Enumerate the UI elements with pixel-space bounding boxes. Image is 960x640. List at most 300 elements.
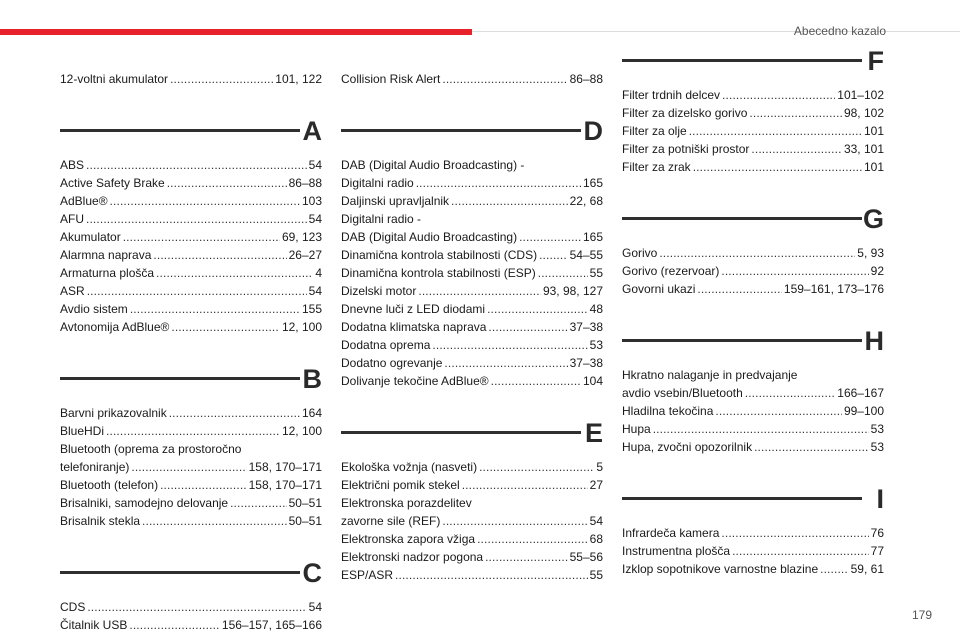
entry-line xyxy=(60,512,322,530)
index-entry xyxy=(622,280,884,298)
entry-label: Brisalniki, samodejno delovanje xyxy=(60,496,229,510)
index-section xyxy=(622,484,884,578)
dot-leader xyxy=(488,318,567,336)
index-column xyxy=(341,70,603,584)
section-letter: D xyxy=(583,116,603,146)
entry-label: BlueHDi xyxy=(60,424,105,438)
entry-page-ref: 26–27 xyxy=(288,248,322,262)
entry-label: ABS xyxy=(60,158,85,172)
entry-page-ref: 50–51 xyxy=(288,514,322,528)
entry-line xyxy=(622,104,884,122)
entry-label: Čitalnik USB xyxy=(60,618,128,632)
section-letter: E xyxy=(584,418,603,448)
entry-line xyxy=(341,282,603,300)
dot-leader xyxy=(153,246,286,264)
index-section xyxy=(341,116,603,390)
index-entry xyxy=(622,158,884,176)
index-column xyxy=(622,46,884,578)
section-header xyxy=(622,484,884,520)
entry-label: Gorivo (rezervoar) xyxy=(622,264,720,278)
dot-leader xyxy=(485,548,568,566)
dot-leader xyxy=(156,264,313,282)
entry-line xyxy=(622,438,884,456)
entry-page-ref: 54 xyxy=(308,158,322,172)
dot-leader xyxy=(418,282,541,300)
entry-label: Active Safety Brake xyxy=(60,176,165,190)
entry-line xyxy=(622,542,884,560)
entry-line xyxy=(341,512,603,530)
index-entry xyxy=(622,524,884,542)
entry-line xyxy=(341,246,603,264)
index-entry xyxy=(60,70,322,88)
entry-label: Filter za dizelsko gorivo xyxy=(622,106,748,120)
entry-label: Hupa xyxy=(622,422,651,436)
dot-leader xyxy=(653,420,869,438)
page-number: 179 xyxy=(911,608,932,622)
entry-page-ref: 5 xyxy=(596,460,603,474)
entry-page-ref: 12, 100 xyxy=(281,424,322,438)
section-letter: F xyxy=(867,46,884,76)
entry-label: Dodatna oprema xyxy=(341,338,431,352)
entry-line xyxy=(622,262,884,280)
entry-page-ref: 104 xyxy=(582,374,603,388)
index-entry xyxy=(622,560,884,578)
entry-label: ESP/ASR xyxy=(341,568,394,582)
index-entry xyxy=(622,122,884,140)
section-header xyxy=(341,116,603,152)
entry-line xyxy=(341,354,603,372)
entry-page-ref: 77 xyxy=(870,544,884,558)
entry-label: Električni pomik stekel xyxy=(341,478,460,492)
entry-label: Hupa, zvočni opozorilnik xyxy=(622,440,753,454)
index-entry xyxy=(622,402,884,420)
section-rule xyxy=(60,129,300,132)
entry-page-ref: 92 xyxy=(870,264,884,278)
index-section xyxy=(341,70,603,88)
dot-leader xyxy=(87,598,306,616)
index-entry xyxy=(60,156,322,174)
entry-line xyxy=(341,548,603,566)
index-entry xyxy=(341,246,603,264)
entry-label: Avtonomija AdBlue® xyxy=(60,320,170,334)
entry-line xyxy=(60,422,322,440)
entry-label-line: Hkratno nalaganje in predvajanje xyxy=(622,368,798,382)
entry-line xyxy=(622,402,884,420)
dot-leader xyxy=(171,318,280,336)
index-entry xyxy=(60,228,322,246)
index-entry xyxy=(341,354,603,372)
dot-leader xyxy=(659,244,855,262)
dot-leader xyxy=(442,512,587,530)
entry-page-ref: 53 xyxy=(589,338,603,352)
entry-label: Ekološka vožnja (nasveti) xyxy=(341,460,478,474)
entry-page-ref: 93, 98, 127 xyxy=(542,284,603,298)
entry-line xyxy=(60,228,322,246)
dot-leader xyxy=(689,122,862,140)
entry-label: Daljinski upravljalnik xyxy=(341,194,450,208)
index-section xyxy=(60,70,322,88)
index-entry xyxy=(341,192,603,210)
entry-line xyxy=(60,264,322,282)
entry-line xyxy=(622,524,884,542)
entry-line xyxy=(341,228,603,246)
entry-label: DAB (Digital Audio Broadcasting) xyxy=(341,230,518,244)
index-entry xyxy=(341,318,603,336)
index-entry xyxy=(60,264,322,282)
dot-leader xyxy=(395,566,588,584)
entry-page-ref: 101 xyxy=(863,124,884,138)
entry-page-ref: 50–51 xyxy=(288,496,322,510)
index-section xyxy=(622,46,884,176)
entry-label-line: Elektronska porazdelitev xyxy=(341,496,472,510)
entry-line xyxy=(60,70,322,88)
entry-label: ASR xyxy=(60,284,85,298)
dot-leader xyxy=(432,336,587,354)
entry-page-ref: 86–88 xyxy=(288,176,322,190)
dot-leader xyxy=(715,402,842,420)
dot-leader xyxy=(416,174,581,192)
section-letter: G xyxy=(862,204,884,234)
entry-label: Digitalni radio xyxy=(341,176,414,190)
dot-leader xyxy=(462,476,588,494)
index-entry xyxy=(341,494,603,530)
section-rule xyxy=(622,497,862,500)
entry-label: telefoniranje) xyxy=(60,460,130,474)
dot-leader xyxy=(167,174,287,192)
entry-line xyxy=(60,404,322,422)
entry-label: AFU xyxy=(60,212,84,226)
dot-leader xyxy=(721,524,868,542)
index-column xyxy=(60,70,322,634)
entry-line xyxy=(60,318,322,336)
entry-line xyxy=(60,616,322,634)
section-rule xyxy=(341,129,581,132)
section-rule xyxy=(622,217,862,220)
section-rule xyxy=(60,377,300,380)
dot-leader xyxy=(451,192,568,210)
dot-leader xyxy=(160,476,247,494)
entry-page-ref: 101–102 xyxy=(837,88,884,102)
entry-page-ref: 69, 123 xyxy=(281,230,322,244)
entry-page-ref: 76 xyxy=(870,526,884,540)
dot-leader xyxy=(697,280,782,298)
index-entry xyxy=(622,244,884,262)
entry-label: Dodatna klimatska naprava xyxy=(341,320,487,334)
index-entry xyxy=(60,494,322,512)
entry-label: avdio vsebin/Bluetooth xyxy=(622,386,743,400)
entry-label: CDS xyxy=(60,600,86,614)
index-section xyxy=(341,418,603,584)
entry-line xyxy=(60,156,322,174)
dot-leader xyxy=(86,156,307,174)
accent-bar xyxy=(0,29,472,35)
entry-page-ref: 53 xyxy=(870,440,884,454)
entry-label: Armaturna plošča xyxy=(60,266,155,280)
index-entry xyxy=(622,86,884,104)
index-section xyxy=(60,558,322,634)
dot-leader xyxy=(732,542,869,560)
index-section xyxy=(60,364,322,530)
index-entry xyxy=(341,70,603,88)
index-entry xyxy=(60,440,322,476)
entry-label: Infrardeča kamera xyxy=(622,526,720,540)
entry-page-ref: 22, 68 xyxy=(569,194,603,208)
entry-line xyxy=(60,210,322,228)
section-letter: H xyxy=(864,326,884,356)
entry-line xyxy=(60,192,322,210)
entry-label: Dinamična kontrola stabilnosti (ESP) xyxy=(341,266,536,280)
section-header xyxy=(622,204,884,240)
section-letter: A xyxy=(302,116,322,146)
entry-label: Hladilna tekočina xyxy=(622,404,714,418)
entry-line xyxy=(341,264,603,282)
entry-label: Bluetooth (telefon) xyxy=(60,478,159,492)
dot-leader xyxy=(477,530,588,548)
entry-line xyxy=(622,420,884,438)
index-section xyxy=(622,204,884,298)
entry-page-ref: 37–38 xyxy=(569,320,603,334)
entry-label: Dinamična kontrola stabilnosti (CDS) xyxy=(341,248,538,262)
entry-page-ref: 5, 93 xyxy=(857,246,884,260)
index-entry xyxy=(60,598,322,616)
dot-leader xyxy=(539,246,568,264)
dot-leader xyxy=(479,458,594,476)
entry-page-ref: 54 xyxy=(308,284,322,298)
entry-label: Filter za olje xyxy=(622,124,687,138)
section-header xyxy=(622,326,884,362)
index-entry xyxy=(60,404,322,422)
index-entry xyxy=(341,210,603,246)
index-entry xyxy=(341,264,603,282)
entry-line xyxy=(341,318,603,336)
dot-leader xyxy=(745,384,836,402)
dot-leader xyxy=(519,228,581,246)
index-entry xyxy=(341,372,603,390)
entry-label: Izklop sopotnikove varnostne blazine xyxy=(622,562,819,576)
dot-leader xyxy=(444,354,567,372)
dot-leader xyxy=(722,86,835,104)
entry-page-ref: 68 xyxy=(589,532,603,546)
dot-leader xyxy=(754,438,869,456)
entry-label: Gorivo xyxy=(622,246,658,260)
entry-page-ref: 166–167 xyxy=(837,386,884,400)
entry-line xyxy=(622,158,884,176)
dot-leader xyxy=(123,228,280,246)
dot-leader xyxy=(129,616,220,634)
entry-line xyxy=(60,246,322,264)
entry-page-ref: 158, 170–171 xyxy=(248,478,322,492)
entry-label: 12-voltni akumulator xyxy=(60,72,169,86)
index-entry xyxy=(341,566,603,584)
entry-label-line: DAB (Digital Audio Broadcasting) - xyxy=(341,158,525,172)
entry-label: Elektronski nadzor pogona xyxy=(341,550,484,564)
entry-line xyxy=(60,494,322,512)
section-letter: I xyxy=(876,484,884,514)
entry-page-ref: 99–100 xyxy=(843,404,884,418)
index-entry xyxy=(60,512,322,530)
index-entry xyxy=(341,156,603,192)
section-header xyxy=(341,418,603,454)
entry-page-ref: 101, 122 xyxy=(275,72,322,86)
section-letter: B xyxy=(302,364,322,394)
index-entry xyxy=(60,300,322,318)
index-entry xyxy=(60,616,322,634)
entry-line xyxy=(60,174,322,192)
entry-page-ref: 55 xyxy=(589,266,603,280)
dot-leader xyxy=(131,458,246,476)
header-rule xyxy=(472,31,960,32)
index-entry xyxy=(341,300,603,318)
entry-page-ref: 155 xyxy=(301,302,322,316)
section-rule xyxy=(341,431,581,434)
index-entry xyxy=(622,140,884,158)
entry-page-ref: 27 xyxy=(589,478,603,492)
entry-page-ref: 165 xyxy=(582,230,603,244)
index-entry xyxy=(341,476,603,494)
index-entry xyxy=(341,282,603,300)
section-letter: C xyxy=(302,558,322,588)
entry-line xyxy=(622,86,884,104)
entry-line xyxy=(341,70,603,88)
dot-leader xyxy=(491,372,581,390)
entry-page-ref: 103 xyxy=(301,194,322,208)
entry-page-ref: 158, 170–171 xyxy=(248,460,322,474)
entry-line xyxy=(341,566,603,584)
entry-label: Alarmna naprava xyxy=(60,248,152,262)
entry-page-ref: 156–157, 165–166 xyxy=(221,618,322,632)
entry-line xyxy=(341,300,603,318)
section-rule xyxy=(60,571,300,574)
index-entry xyxy=(60,246,322,264)
entry-line xyxy=(341,530,603,548)
entry-page-ref: 86–88 xyxy=(569,72,603,86)
dot-leader xyxy=(170,70,273,88)
dot-leader xyxy=(487,300,588,318)
index-entry xyxy=(60,174,322,192)
dot-leader xyxy=(721,262,868,280)
entry-page-ref: 159–161, 173–176 xyxy=(783,282,884,296)
entry-label: Govorni ukazi xyxy=(622,282,696,296)
entry-page-ref: 164 xyxy=(301,406,322,420)
entry-line xyxy=(60,476,322,494)
entry-page-ref: 101 xyxy=(863,160,884,174)
entry-line xyxy=(341,192,603,210)
entry-page-ref: 59, 61 xyxy=(850,562,884,576)
entry-label: Barvni prikazovalnik xyxy=(60,406,167,420)
index-entry xyxy=(60,422,322,440)
entry-page-ref: 54 xyxy=(308,600,322,614)
entry-line xyxy=(622,244,884,262)
dot-leader xyxy=(130,300,300,318)
index-section xyxy=(60,116,322,336)
entry-line xyxy=(60,282,322,300)
entry-line xyxy=(622,122,884,140)
index-entry xyxy=(60,282,322,300)
section-header xyxy=(60,558,322,594)
entry-label: Filter za potniški prostor xyxy=(622,142,750,156)
entry-label: Filter trdnih delcev xyxy=(622,88,721,102)
entry-line xyxy=(622,560,884,578)
dot-leader xyxy=(106,422,280,440)
entry-line xyxy=(341,372,603,390)
entry-page-ref: 55 xyxy=(589,568,603,582)
index-entry xyxy=(622,104,884,122)
entry-label: AdBlue® xyxy=(60,194,108,208)
entry-page-ref: 54 xyxy=(308,212,322,226)
entry-label: Avdio sistem xyxy=(60,302,128,316)
entry-label: Dizelski motor xyxy=(341,284,417,298)
entry-line xyxy=(341,336,603,354)
entry-label-line: Digitalni radio - xyxy=(341,212,422,226)
dot-leader xyxy=(442,70,567,88)
entry-page-ref: 48 xyxy=(589,302,603,316)
index-entry xyxy=(60,476,322,494)
entry-line xyxy=(622,280,884,298)
dot-leader xyxy=(230,494,287,512)
dot-leader xyxy=(110,192,300,210)
entry-page-ref: 55–56 xyxy=(569,550,603,564)
entry-page-ref: 4 xyxy=(315,266,322,280)
dot-leader xyxy=(169,404,300,422)
dot-leader xyxy=(751,140,842,158)
dot-leader xyxy=(87,282,307,300)
index-entry xyxy=(60,210,322,228)
entry-line xyxy=(341,174,603,192)
entry-label: Elektronska zapora vžiga xyxy=(341,532,476,546)
entry-line xyxy=(60,300,322,318)
dot-leader xyxy=(693,158,862,176)
entry-label: Dolivanje tekočine AdBlue® xyxy=(341,374,489,388)
entry-label: Dodatno ogrevanje xyxy=(341,356,443,370)
entry-line xyxy=(60,598,322,616)
entry-page-ref: 12, 100 xyxy=(281,320,322,334)
index-entry xyxy=(622,262,884,280)
entry-page-ref: 54 xyxy=(589,514,603,528)
index-entry xyxy=(60,192,322,210)
entry-line xyxy=(341,458,603,476)
entry-label: Akumulator xyxy=(60,230,121,244)
section-header xyxy=(60,364,322,400)
entry-page-ref: 33, 101 xyxy=(843,142,884,156)
entry-label: Filter za zrak xyxy=(622,160,691,174)
index-entry xyxy=(60,318,322,336)
entry-label: Dnevne luči z LED diodami xyxy=(341,302,486,316)
entry-page-ref: 165 xyxy=(582,176,603,190)
entry-label: Instrumentna plošča xyxy=(622,544,731,558)
section-rule xyxy=(622,59,862,62)
dot-leader xyxy=(820,560,849,578)
dot-leader xyxy=(86,210,307,228)
index-entry xyxy=(622,438,884,456)
dot-leader xyxy=(749,104,842,122)
section-header xyxy=(60,116,322,152)
entry-line xyxy=(341,476,603,494)
index-entry xyxy=(622,542,884,560)
entry-line xyxy=(622,384,884,402)
entry-line xyxy=(60,458,322,476)
index-entry xyxy=(341,530,603,548)
entry-label: Brisalnik stekla xyxy=(60,514,141,528)
entry-page-ref: 37–38 xyxy=(569,356,603,370)
entry-line xyxy=(622,140,884,158)
index-entry xyxy=(341,548,603,566)
index-entry xyxy=(622,420,884,438)
entry-page-ref: 53 xyxy=(870,422,884,436)
page-header-title: Abecedno kazalo xyxy=(793,24,886,38)
dot-leader xyxy=(142,512,287,530)
entry-label: zavorne sile (REF) xyxy=(341,514,441,528)
index-entry xyxy=(341,458,603,476)
